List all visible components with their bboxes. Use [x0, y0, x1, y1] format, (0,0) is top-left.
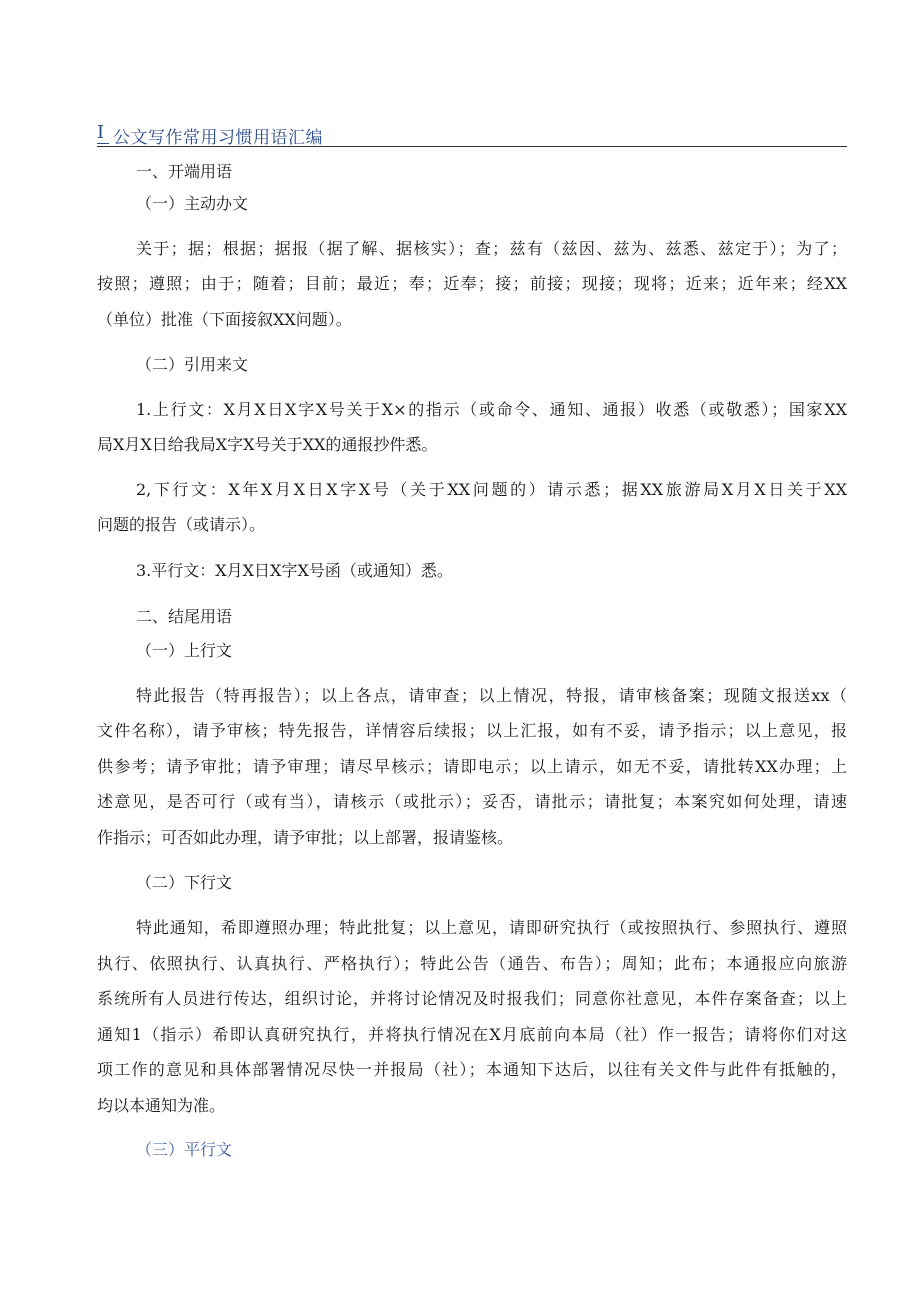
header-marker: I [97, 122, 105, 143]
paragraph-line: 均以本通知为准。 [97, 1096, 226, 1115]
paragraph-line: 系统所有人员进行传达，组织讨论，并将讨论情况及时报我们；同意你社意见，本件存案备查；以上 [97, 989, 847, 1008]
paragraph-line: 2,下行文：X年X月X日X字X号（关于XX问题的）请示悉；据XX旅游局X月X日关于XX [136, 480, 847, 499]
section-heading-closing: 二、结尾用语 [136, 607, 233, 626]
subheading-cite-document: （二）引用来文 [136, 355, 249, 374]
paragraph-line: 通知1（指示）希即认真研究执行，并将执行情况在X月底前向本局（社）作一报告；请将你们对这 [97, 1025, 847, 1044]
paragraph-line: 文件名称），请予审核；特先报告，详情容后续报；以上汇报，如有不妥，请予指示；以上意见，报 [97, 721, 847, 740]
document-title: 公文写作常用习惯用语汇编 [113, 128, 323, 148]
paragraph-line: 特此报告（特再报告）；以上各点，请审查；以上情况，特报，请审核备案；现随文报送xx（ [136, 686, 847, 705]
paragraph-line: 1.上行文：X月X日X字X号关于X×的指示（或命令、通知、通报）收悉（或敬悉）；国家XX [136, 400, 847, 419]
paragraph-line: 关于；据；根据；据报（据了解、据核实）；查；兹有（兹因、兹为、兹悉、兹定于）；为了； [136, 239, 847, 258]
paragraph-line: （单位）批准（下面接叙XX问题）。 [97, 310, 352, 329]
section-heading-opening: 一、开端用语 [136, 162, 233, 181]
paragraph-line: 局X月X日给我局X字X号关于XX的通报抄件悉。 [97, 435, 438, 454]
paragraph-line: 项工作的意见和具体部署情况尽快一并报局（社）；本通知下达后，以往有关文件与此件有抵触的， [97, 1060, 847, 1079]
subheading-parallel-document: （三）平行文 [136, 1140, 233, 1159]
paragraph-line: 3.平行文：X月X日X字X号函（或通知）悉。 [136, 561, 453, 580]
subheading-downward-document: （二）下行文 [136, 873, 233, 892]
header-marker-underline [97, 143, 109, 144]
paragraph-line: 特此通知，希即遵照办理；特此批复；以上意见，请即研究执行（或按照执行、参照执行、遵照 [136, 918, 847, 937]
subheading-upward-document: （一）上行文 [136, 641, 233, 660]
paragraph-line: 作指示；可否如此办理，请予审批；以上部署，报请鉴核。 [97, 828, 514, 847]
paragraph-line: 执行、依照执行、认真执行、严格执行）；特此公告（通告、布告）；周知；此布；本通报应向旅游 [97, 954, 847, 973]
paragraph-line: 按照；遵照；由于；随着；目前；最近；奉；近奉；接；前接；现接；现将；近来；近年来；经XX [97, 274, 847, 293]
page-header [97, 118, 847, 147]
paragraph-line: 供参考；请予审批；请予审理；请尽早核示；请即电示；以上请示，如无不妥，请批转XX办理；上 [97, 757, 847, 776]
paragraph-line: 述意见，是否可行（或有当），请核示（或批示）；妥否，请批示；请批复；本案究如何处理，请速 [97, 792, 847, 811]
subheading-active-document: （一）主动办文 [136, 194, 249, 213]
paragraph-line: 问题的报告（或请示）。 [97, 515, 266, 534]
